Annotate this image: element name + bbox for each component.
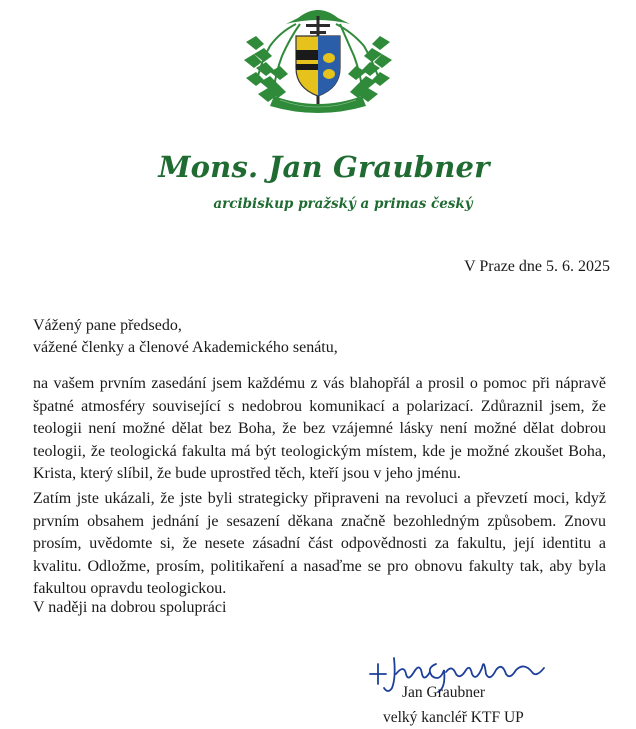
coat-of-arms-icon bbox=[240, 2, 396, 120]
body-paragraph: na vašem prvním zasedání jsem každému z vás blahopřál a prosil o pomoc při nápravě špatné atmosféry související s nedobrou komunikací a polarizací. Zdůraznil jsem, že teologii není možné dělat bez Boha, že bez vzájemné lásky není možné dělat dobrou teologii, že teologická fakulta má být teologickým místem, kde je možné zkoušet Boha, Krista, který slíbil, že bude uprostřed těch, kteří jsou v jeho jménu. bbox=[33, 375, 606, 482]
salutation bbox=[33, 315, 338, 359]
signer-role: velký kancléř KTF UP bbox=[383, 709, 524, 726]
body-paragraph: Zatím jste ukázali, že jste byli strategicky připraveni na revoluci a převzetí moci, když prvním obsahem jednání je sesazení děkana značně bezohledným způsobem. Znovu prosím, uvědomte si, že nesete zásadní část odpovědnosti za fakultu, její identitu a kvalitu. Odložme, prosím, politikaření a nasaďme se pro obnovu fakulty tak, aby byla fakultou opravdu teologickou. bbox=[33, 490, 606, 597]
closing-line: V naději na dobrou spolupráci bbox=[33, 599, 227, 616]
date-line: V Praze dne 5. 6. 2025 bbox=[464, 258, 610, 275]
signer-name: Jan Graubner bbox=[402, 684, 486, 701]
salutation-line: vážené členky a členové Akademického senátu, bbox=[33, 339, 338, 356]
letterhead-title: arcibiskup pražský a primas český bbox=[213, 196, 473, 212]
salutation-line: Vážený pane předsedo, bbox=[33, 317, 182, 334]
letterhead-name: Mons. Jan Graubner bbox=[158, 150, 490, 184]
